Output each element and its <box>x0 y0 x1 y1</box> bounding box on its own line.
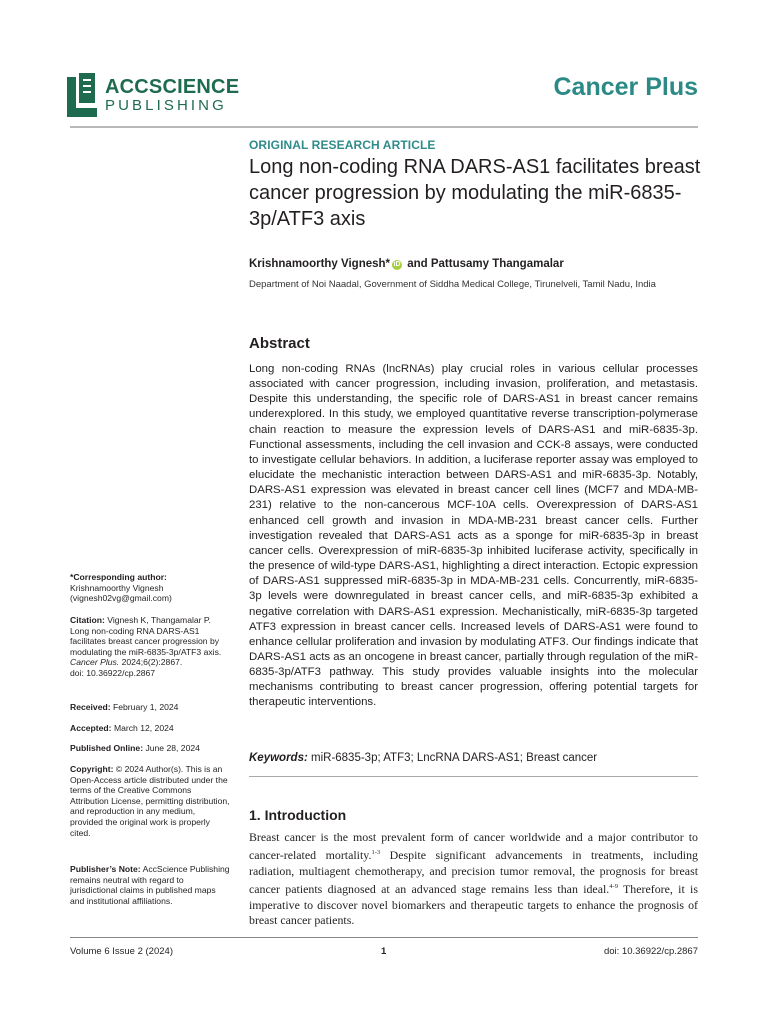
author-line <box>249 258 564 270</box>
footer-divider <box>70 937 698 938</box>
citation-doi[interactable]: doi: 10.36922/cp.2867 <box>70 667 156 678</box>
copyright-block <box>70 764 230 838</box>
accepted-date <box>70 723 230 734</box>
received-value: February 1, 2024 <box>113 702 179 712</box>
published-date <box>70 743 230 754</box>
corresponding-author-name: Krishnamoorthy Vignesh <box>70 582 164 593</box>
corresponding-author-email[interactable]: (vignesh02vg@gmail.com) <box>70 593 172 604</box>
publisher-logo <box>67 73 240 119</box>
volume-issue: Volume 6 Issue 2 (2024) <box>70 946 173 957</box>
article-type: ORIGINAL RESEARCH ARTICLE <box>249 138 436 152</box>
affiliation: Department of Noi Naadal, Government of Siddha Medical College, Tirunelveli, Tamil Nadu, India <box>249 279 656 290</box>
intro-text-2: Despite significant advancements in treatments, including radiation, multiagent chemotherapy, and precision tumor removal, the prognosis for breast cancer patients diagnosed at an advanced stage remains less than ideal. <box>249 848 698 897</box>
author-2: and Pattusamy Thangamalar <box>407 258 564 270</box>
published-value: June 28, 2024 <box>145 743 200 753</box>
corresponding-author-label: *Corresponding author: <box>70 572 167 582</box>
reference-link[interactable]: 4-9 <box>609 883 618 891</box>
received-label: Received: <box>70 702 111 712</box>
published-label: Published Online: <box>70 743 144 753</box>
logo-wordmark-top: ACCSCIENCE <box>105 76 240 98</box>
article-title: Long non-coding RNA DARS-AS1 facilitates breast cancer progression by modulating the miR-6835-3p/ATF3 axis <box>249 156 701 230</box>
citation-journal: Cancer Plus. <box>70 657 120 668</box>
page-number: 1 <box>381 946 387 957</box>
keywords-list: miR-6835-3p; ATF3; LncRNA DARS-AS1; Breast cancer <box>311 752 598 764</box>
keywords-line <box>249 752 597 764</box>
copyright-text: © 2024 Author(s). This is an Open-Access article distributed under the terms of the Creative Commons Attribution License, permitting distribution, and reproduction in any medium, provided the original work is properly cited. <box>70 764 230 838</box>
received-date <box>70 702 230 713</box>
accepted-label: Accepted: <box>70 723 112 733</box>
keywords-label: Keywords: <box>249 752 308 764</box>
author-1[interactable]: Krishnamoorthy Vignesh* <box>249 258 391 270</box>
keywords-divider <box>249 776 698 777</box>
citation-tail: 2024;6(2):2867. <box>121 657 183 668</box>
citation-label: Citation: <box>70 615 105 625</box>
corresponding-author <box>70 572 230 604</box>
intro-text-1: Breast cancer is the most prevalent form of cancer worldwide and a major contributor to cancer-related mortality. <box>249 830 698 863</box>
publisher-logo-icon <box>67 73 99 117</box>
copyright-label: Copyright: <box>70 764 114 774</box>
introduction-paragraph <box>249 830 698 928</box>
reference-link[interactable]: 1-3 <box>371 849 381 857</box>
abstract-heading: Abstract <box>249 335 310 352</box>
journal-name: Cancer Plus <box>553 73 698 101</box>
intro-text-3: Therefore, it is imperative to discover novel biomarkers and therapeutic targets to enhance the prognosis of breast cancer patients. <box>249 882 698 927</box>
citation-block <box>70 615 230 679</box>
accepted-value: March 12, 2024 <box>113 723 174 733</box>
introduction-heading: 1. Introduction <box>249 807 347 823</box>
publisher-note <box>70 864 230 906</box>
abstract-text: Long non-coding RNAs (lncRNAs) play crucial roles in various cellular processes associated with cancer progression, including invasion, proliferation, and metastasis. Despite this understanding, the specific role of DARS-AS1 in breast cancer remains underexplored. In this study, we employed quantitative reverse transcription-polymerase chain reaction to measure the expression levels of DARS-AS1 and miR-6835-3p. Functional assessments, including the cell invasion and CCK-8 assays, were conducted to investigate cellular behaviors. In addition, a luciferase reporter assay was employed to elucidate the mechanistic interaction between DARS-AS1 and miR-6835-3p. Notably, DARS-AS1 expression was elevated in breast cancer cell lines (MCF7 and MDA-MB-231) relative to the non-cancerous MCF-10A cells. Overexpression of DARS-AS1 enhanced cell growth and invasion in MDA-MB-231 breast cancer cells. Further investigation revealed that DARS-AS1 acts as a sponge for miR-6835-3p in breast cancer cells. Overexpression of miR-6835-3p inhibited luciferase activity, specifically in the presence of wild-type DARS-AS1, highlighting a direct interaction. Ectopic expression of DARS-AS1 suppressed miR-6835-3p in MDA-MB-231 cells. Concurrently, miR-6835-3p levels were downregulated in breast cancer cells, and miR-6835-3p exhibited a negative correlation with DARS-AS1 expression. Mechanistically, miR-6835-3p targeted ATF3 expression in breast cancer cells. Increased levels of DARS-AS1 were found to enhance cellular proliferation and invasion by modulating ATF3. Our findings indicate that DARS-AS1 acts as an oncogene in breast cancer, partially through regulation of the miR-6835-3p/ATF3 pathway. This study provides valuable insights into the molecular mechanisms contributing to breast cancer progression, offering potential targets for therapeutic interventions. <box>249 363 698 709</box>
publisher-note-label: Publisher’s Note: <box>70 864 141 874</box>
citation-text: Vignesh K, Thangamalar P. Long non-coding RNA DARS-AS1 facilitates breast cancer progression by modulating the miR-6835-3p/ATF3 axis. <box>70 615 222 657</box>
header-divider <box>70 126 698 128</box>
footer-doi[interactable]: doi: 10.36922/cp.2867 <box>603 946 698 957</box>
orcid-icon[interactable]: iD <box>393 261 401 268</box>
logo-wordmark-bottom: PUBLISHING <box>105 97 227 114</box>
publisher-note-text: AccScience Publishing remains neutral with regard to jurisdictional claims in published maps and institutional affiliations. <box>70 864 230 906</box>
